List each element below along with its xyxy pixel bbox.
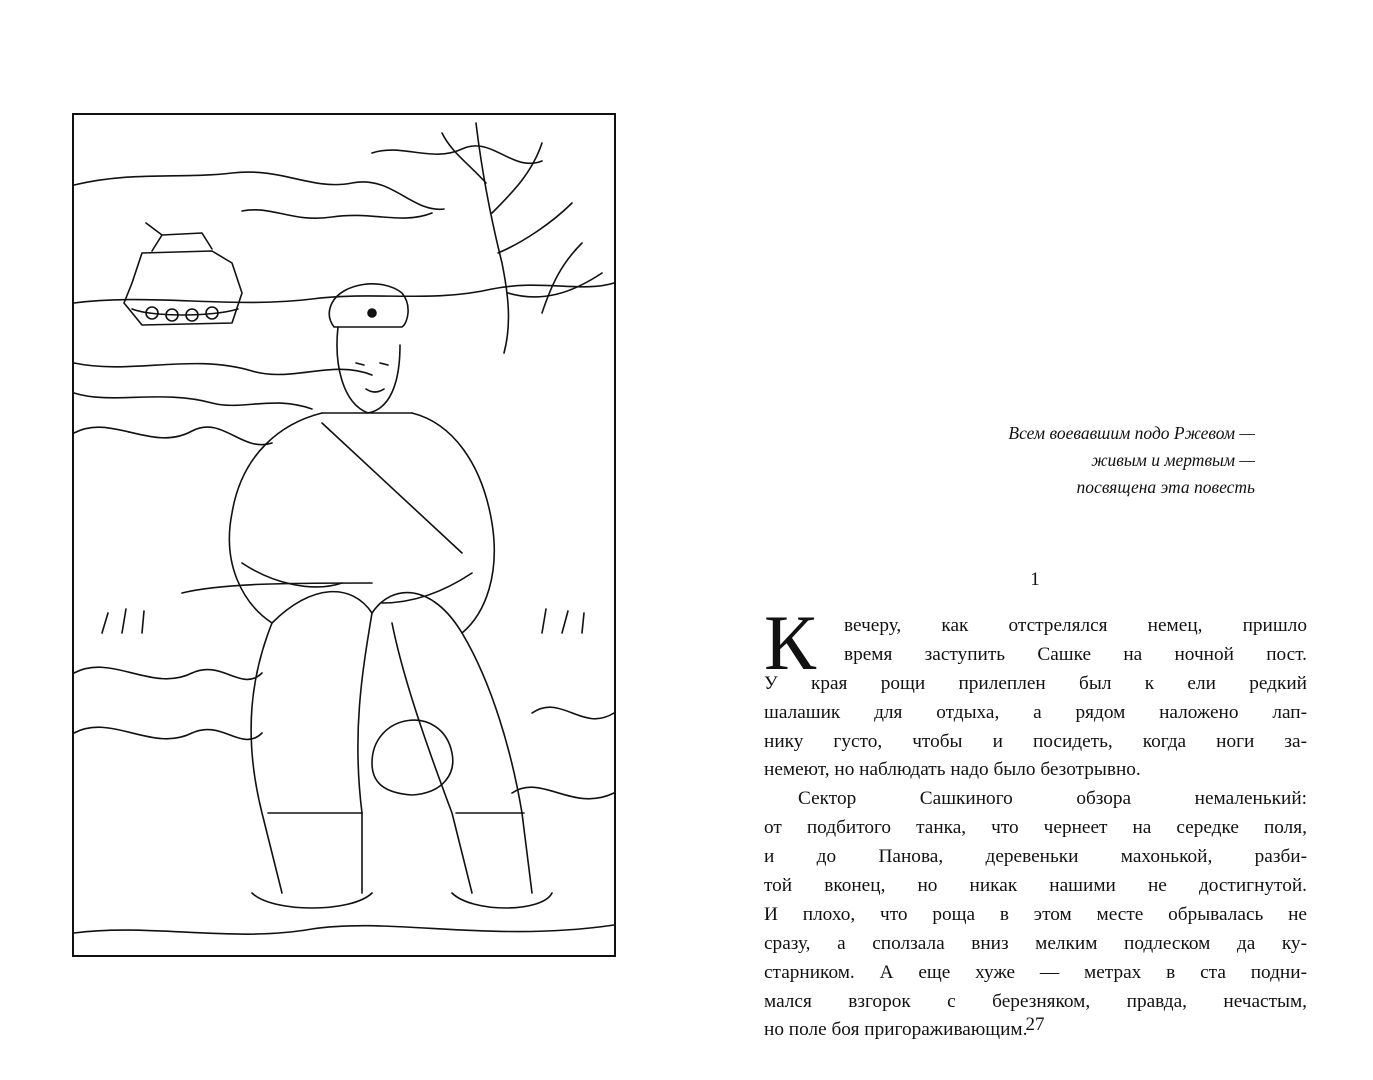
text-line: У края рощи прилеплен был к ели редкий [764, 672, 1307, 694]
text-line: нику густо, чтобы и посидеть, когда ноги за- [764, 730, 1307, 752]
text-line: той вконец, но никак нашими не достигнутой. [764, 875, 1307, 897]
text-line: И плохо, что роща в этом месте обрывалась не [764, 903, 1307, 925]
drop-cap: К [764, 599, 817, 686]
text-line: вечеру, как отстрелялся немец, пришло [844, 615, 1307, 636]
text-line: старником. А еще хуже — метрах в ста подни- [764, 961, 1307, 983]
page-number: 27 [1025, 1014, 1045, 1035]
text-line: время заступить Сашке на ночной пост. [844, 643, 1307, 665]
chapter-body [764, 599, 1307, 1045]
text-line: сразу, а сползала вниз мелким подлеском да ку- [764, 932, 1307, 954]
text-line: но поле боя пригораживающим. [764, 1019, 1028, 1041]
text-line: немеют, но наблюдать надо было безотрывно. [764, 759, 1141, 781]
soldier-illustration [72, 113, 616, 957]
epigraph-line: живым и мертвым — [1091, 450, 1255, 470]
soldier-drawing-icon [72, 113, 616, 957]
epigraph-line: посвящена эта повесть [1076, 477, 1255, 497]
epigraph-line: Всем воевавшим подо Ржевом — [1008, 423, 1255, 443]
text-line: Сектор Сашкиного обзора немаленький: [798, 788, 1307, 810]
text-line: шалашик для отдыха, а рядом наложено лап- [764, 701, 1307, 723]
text-line: мался взгорок с березняком, правда, нечастым, [764, 990, 1307, 1012]
chapter-number: 1 [1030, 569, 1040, 590]
text-line: и до Панова, деревеньки махонькой, разби- [764, 846, 1307, 868]
epigraph [955, 420, 1255, 501]
text-line: от подбитого танка, что чернеет на середке поля, [764, 817, 1307, 839]
